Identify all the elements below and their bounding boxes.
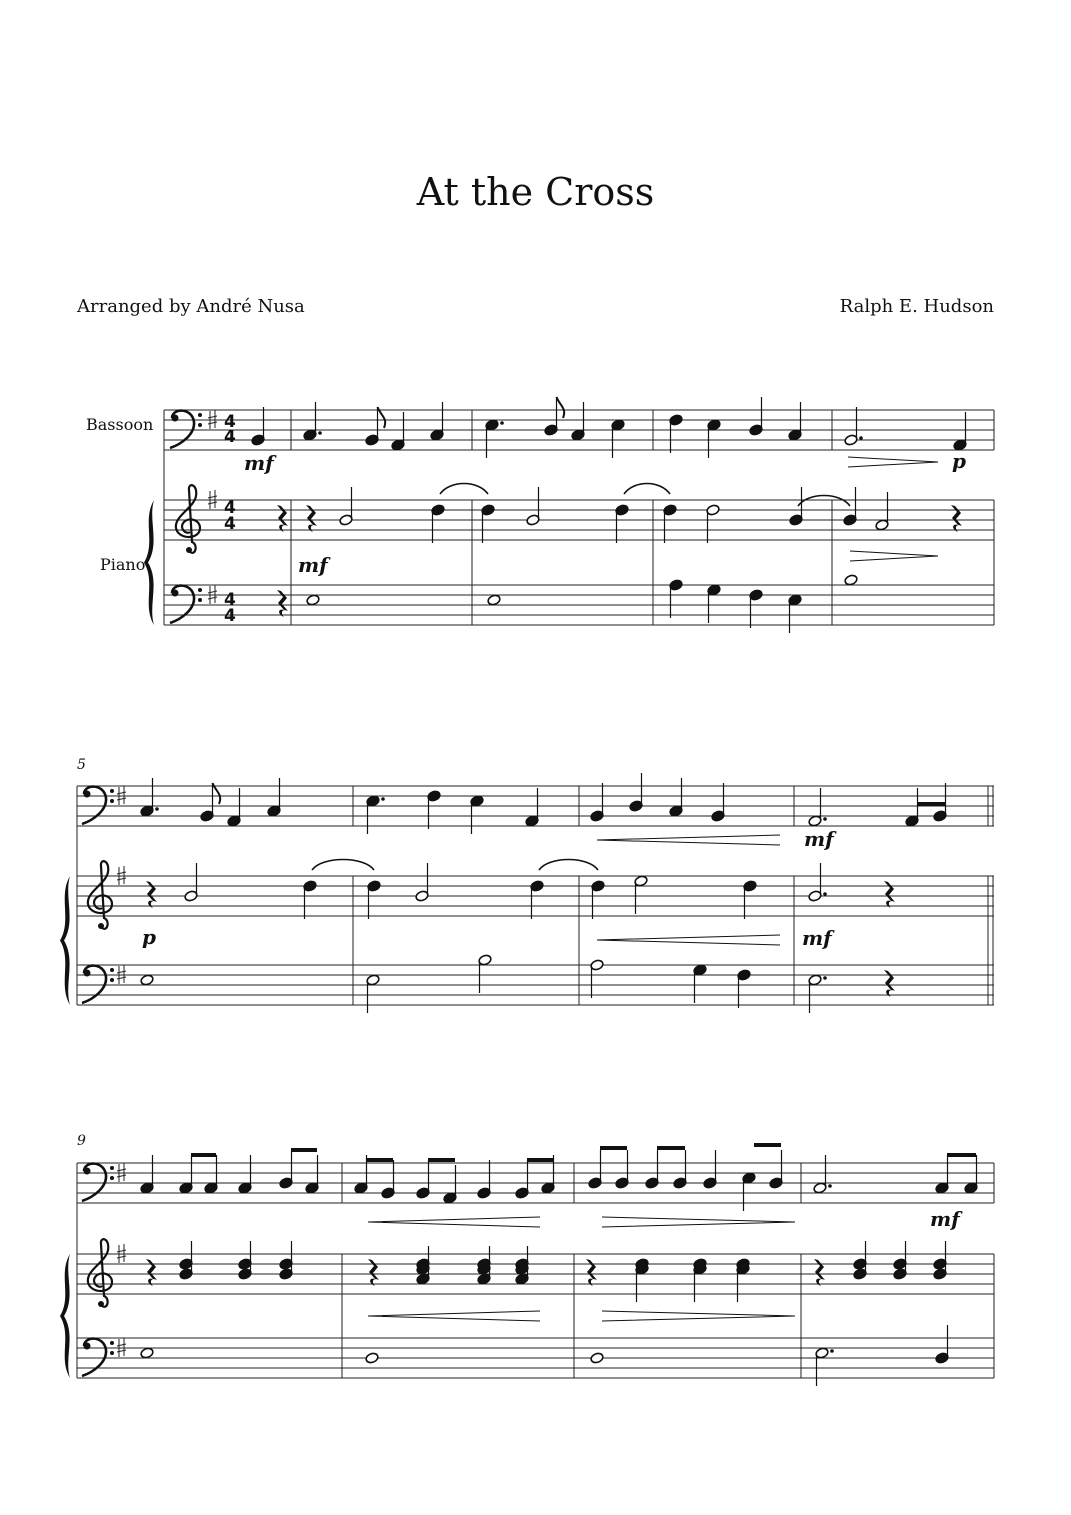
note [629,773,643,812]
decrescendo-hairpin [850,551,938,561]
dynamic-p: p [142,925,156,949]
instrument-label-bassoon: Bassoon [86,415,154,434]
tie [312,860,374,871]
note [525,788,539,827]
rest [277,590,288,617]
note [669,778,683,817]
note [737,969,751,1008]
decrescendo-hairpin [848,457,938,467]
note [478,954,492,993]
note [808,788,827,827]
note [251,407,265,446]
note [875,492,889,531]
bass-clef-icon [170,586,202,623]
note [590,959,604,998]
note [769,1150,783,1189]
bass-clef-icon [82,787,114,824]
piano-bass-staff [77,1338,994,1378]
rest [306,505,317,532]
composer-credit: Ralph E. Hudson [839,296,994,317]
note [184,863,198,902]
dynamic-mf: mf [298,553,328,577]
treble-clef-icon [88,1239,112,1307]
dynamic-mf: mf [930,1207,960,1231]
bass-clef-icon [82,1164,114,1201]
note [788,402,802,441]
piano-bass-staff [77,965,994,1005]
rest [951,505,962,532]
bass-clef-icon [82,1339,114,1376]
note [749,397,763,436]
note [487,594,501,606]
instrument-label-piano: Piano [100,555,146,574]
tie [798,496,850,507]
brace-icon [144,500,154,625]
note [140,778,159,817]
note [788,594,802,633]
note [571,402,585,441]
measure-number-5: 5 [77,757,86,773]
note [634,875,648,914]
note [707,419,721,458]
note [707,584,721,623]
note [431,504,445,543]
time-signature-bottom: 4 [224,606,236,626]
note [815,1347,834,1386]
note [953,412,967,451]
dynamic-mf: mf [802,926,832,950]
note [935,1325,949,1364]
note [179,1155,193,1194]
rest [884,970,895,997]
note [935,1155,949,1194]
treble-clef-icon [176,485,200,553]
note [591,880,605,919]
note [365,1352,379,1364]
note [238,1155,252,1194]
dynamic-mf: mf [244,451,274,475]
note [843,487,857,526]
note [645,1150,659,1189]
note [443,1165,457,1204]
note [204,1155,218,1194]
rest [586,1259,597,1286]
rest [146,1259,157,1286]
bass-clef-icon [170,411,202,448]
note [306,594,320,606]
note [611,419,625,458]
note [427,790,441,829]
note [305,1155,319,1194]
note [663,504,677,543]
note [485,419,504,458]
rest [368,1259,379,1286]
dynamic-mf: mf [804,827,834,851]
brace-icon [60,1254,70,1378]
note [366,795,385,834]
note [588,1150,602,1189]
note [703,1150,717,1189]
rest [146,881,157,908]
note [905,788,919,827]
note [749,589,763,628]
note [789,487,803,526]
rest [884,881,895,908]
time-signature-bottom: 4 [224,514,236,534]
tie [440,484,488,495]
crescendo-hairpin [597,835,780,845]
note [477,1160,491,1199]
rest [277,505,288,532]
dynamic-p: p [952,449,966,473]
note [743,880,757,919]
time-signature-top: 4 [224,498,236,518]
brace-icon [60,876,70,1005]
note [742,1172,756,1211]
note [416,1160,430,1199]
note [267,778,281,817]
note [279,1150,293,1189]
crescendo-hairpin [368,1311,540,1321]
note [381,1160,395,1199]
note [367,880,381,919]
note [303,880,317,919]
note [808,974,827,1013]
note [366,974,380,1013]
note [964,1155,978,1194]
decrescendo-hairpin [602,1311,795,1321]
note [590,1352,604,1364]
note [693,964,707,1003]
note [481,504,495,543]
note [813,1155,832,1194]
note [530,880,544,919]
crescendo-hairpin [597,935,780,945]
note [303,402,322,441]
bass-clef-icon [82,966,114,1003]
note [515,1160,529,1199]
piano-treble-staff [164,500,994,540]
tie [624,484,670,495]
note [590,783,604,822]
note [415,863,429,902]
bassoon-staff [77,1163,994,1203]
tie [539,860,598,871]
note [430,402,444,441]
note [140,974,154,986]
treble-clef-icon [88,861,112,929]
time-signature-bottom: 4 [224,427,236,447]
note [844,574,858,586]
note [706,504,720,543]
note [669,579,683,618]
decrescendo-hairpin [602,1217,795,1227]
note [470,795,484,834]
note [711,783,725,822]
note [673,1150,687,1189]
note [354,1155,368,1194]
note [669,414,683,453]
note [140,1155,154,1194]
page-title: At the Cross [416,170,655,214]
rest [814,1259,825,1286]
time-signature-top: 4 [224,590,236,610]
crescendo-hairpin [368,1217,540,1227]
time-signature-top: 4 [224,412,236,432]
note [391,412,405,451]
note [339,487,353,526]
note [615,504,629,543]
note [227,788,241,827]
note [140,1347,154,1359]
piano-bass-staff [164,585,994,625]
note [526,487,540,526]
measure-number-9: 9 [77,1133,86,1149]
note [615,1150,629,1189]
arranger-credit: Arranged by André Nusa [77,296,305,317]
